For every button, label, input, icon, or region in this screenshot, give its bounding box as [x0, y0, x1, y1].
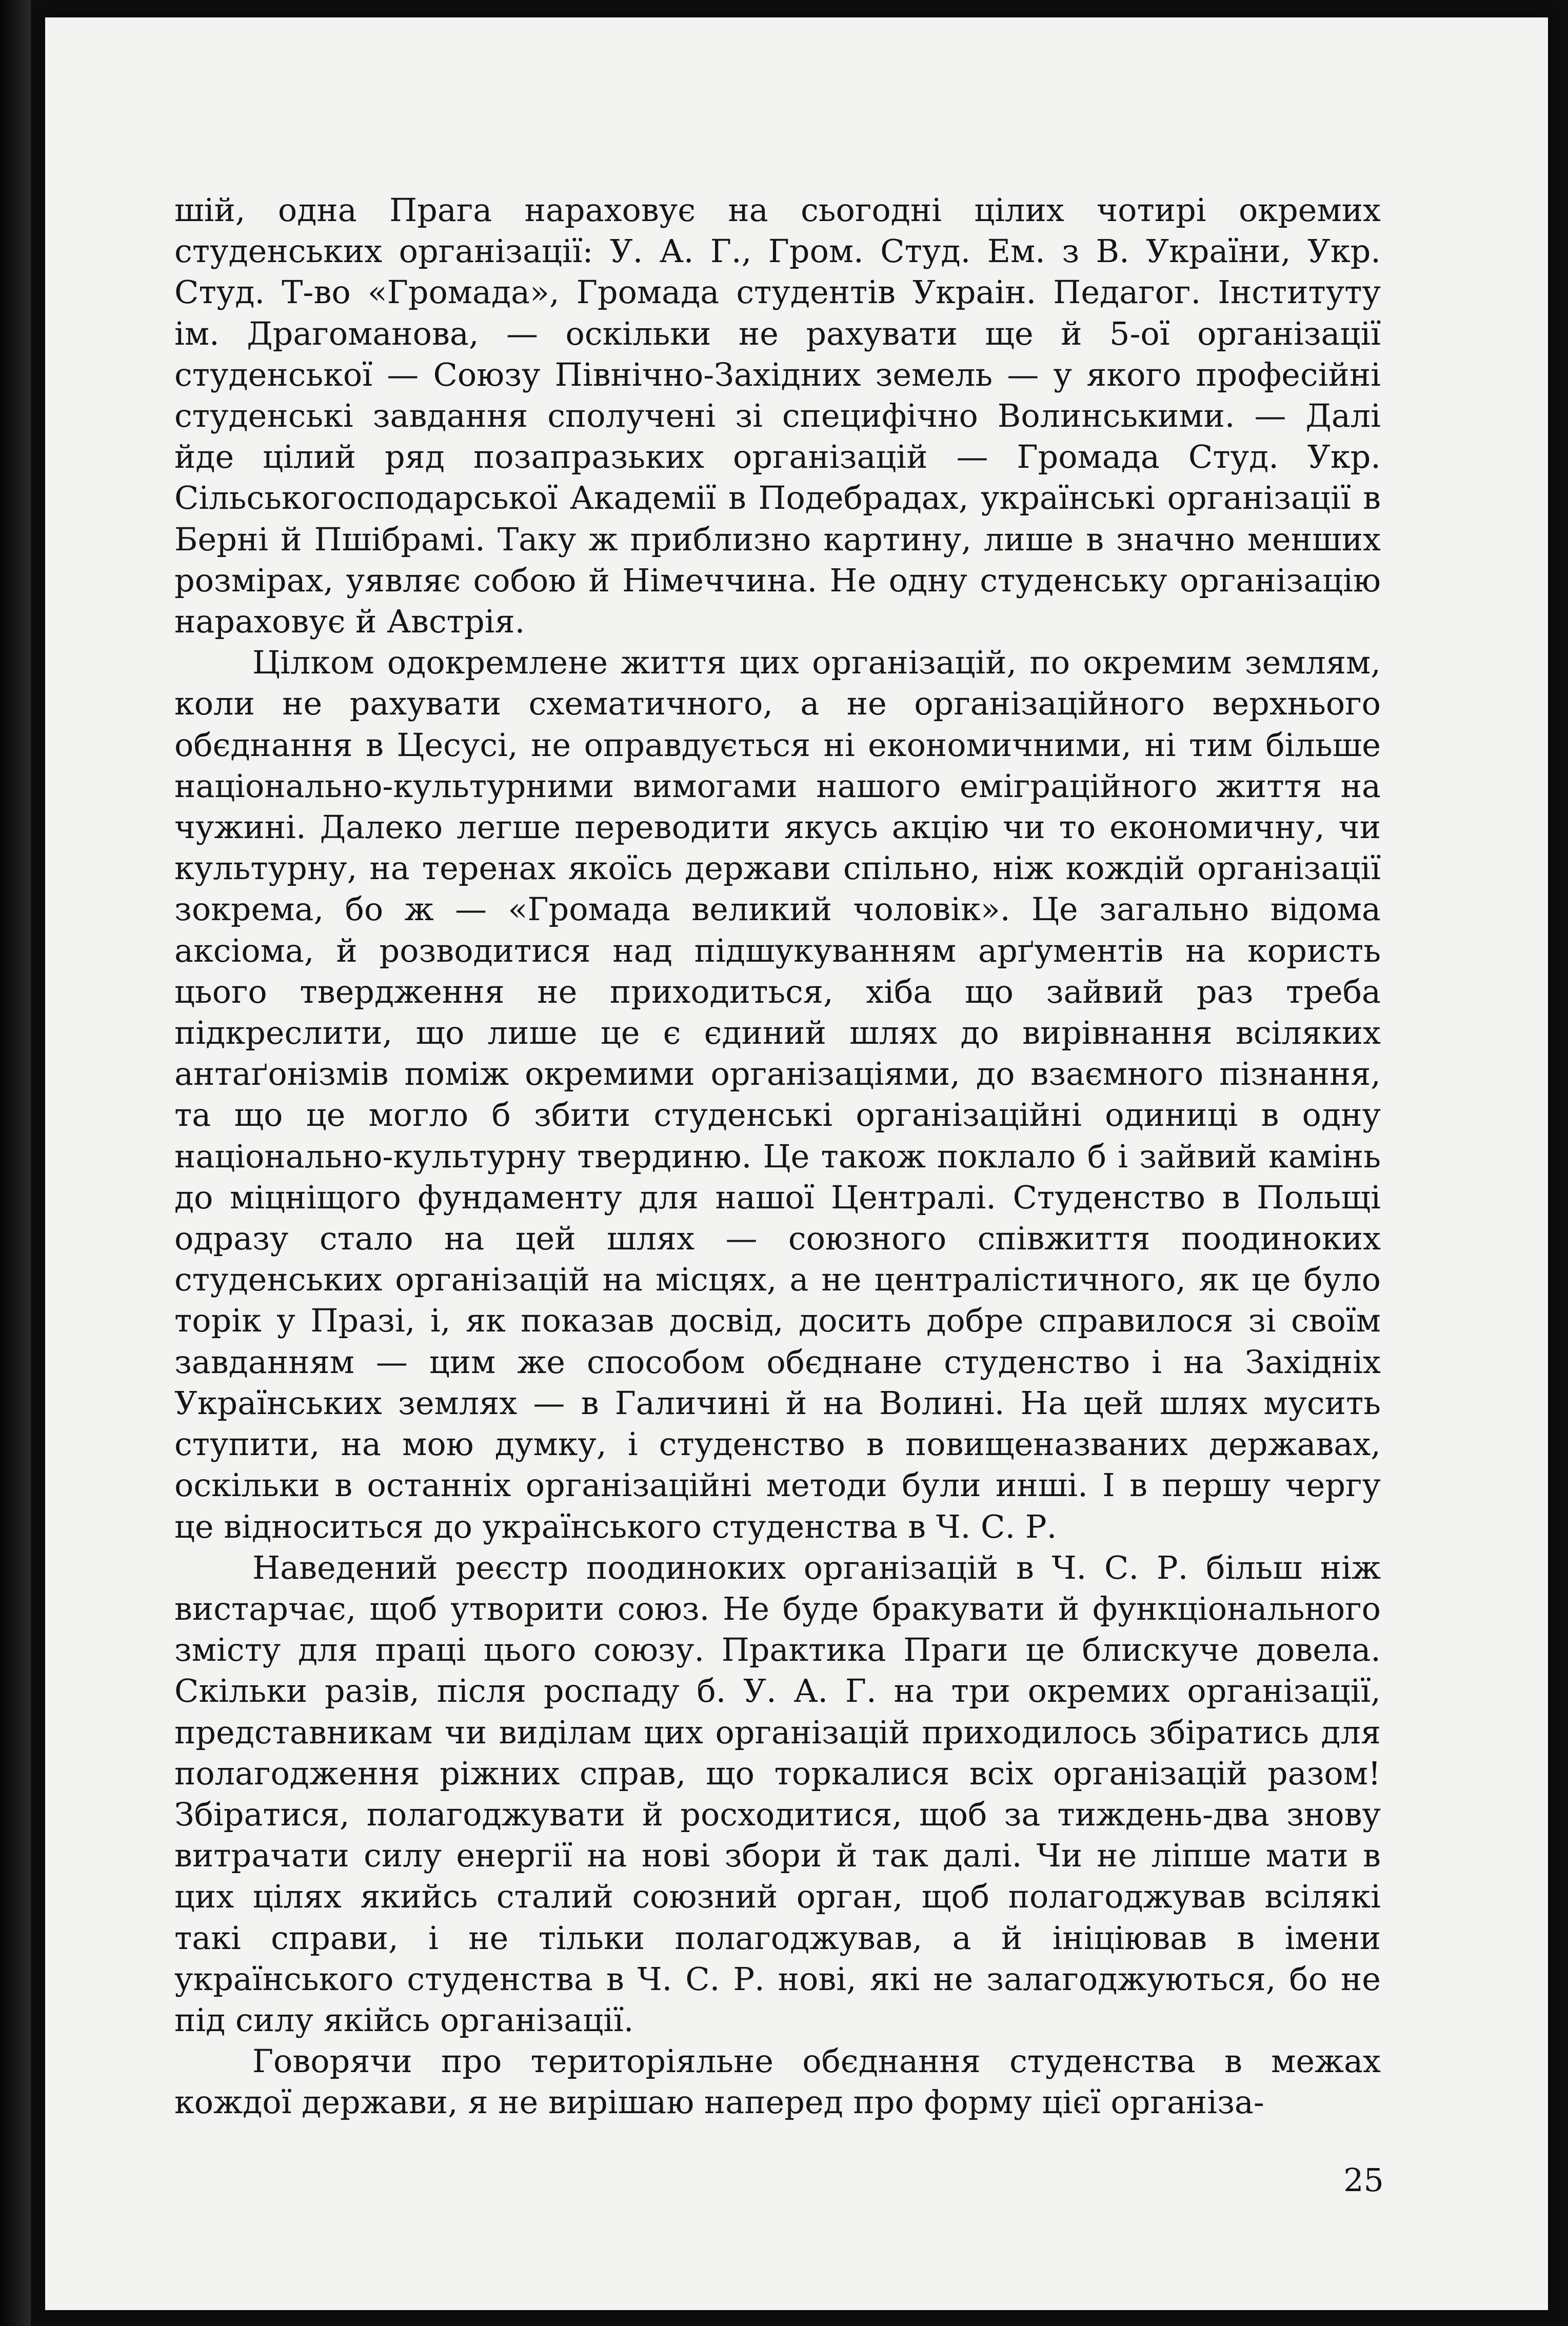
page-number: 25	[1343, 2161, 1384, 2199]
book-page	[45, 17, 1548, 2310]
paragraph-2: Цілком одокремлене життя цих організацій, по окремим землям, коли не рахувати схематичного, а не організаційного верхнього обєднання в Цесусі, не оправдується ні економичними, ні тим більше національно-культурними вимогами нашого еміграційного життя на чужині. Далеко легше переводити якусь акцію чи то економичну, чи культурну, на теренах якоїсь держави спільно, ніж кождій організації зокрема, бо ж — «Громада великий чоловік». Це загально відома аксіома, й розводитися над підшукуванням арґументів на користь цього твердження не приходиться, хіба що зайвий раз треба підкреслити, що лише це є єдиний шлях до вирівнання всіляких антаґонізмів поміж окремими організаціями, до взаємного пізнання, та що це могло б збити студенські організаційні одиниці в одну національно-культурну твердиню. Це також поклало б і зайвий камінь до міцніщого фундаменту для нашої Централі. Студенство в Польщі одразу стало на цей шлях — союзного співжиття поодиноких студенських організацій на місцях, а не централістичного, як це було торік у Празі, і, як показав досвід, досить добре справилося зі своїм завданням — цим же способом обєднане студенство і на Західніх Українських землях — в Галичині й на Волині. На цей шлях мусить ступити, на мою думку, і студенство в повищеназваних державах, оскільки в останніх організаційні методи були инші. І в першу чергу це відноситься до українського студенства в Ч. С. Р.	[174, 644, 1381, 1545]
book-binding-edge	[0, 0, 31, 2326]
paragraph-1: шій, одна Прага нараховує на сьогодні цілих чотирі окремих студенських організації: У. А. Г., Гром. Студ. Ем. з В. України, Укр. Студ. Т-во «Громада», Громада студентів Украін. Педагог. Інституту ім. Драгоманова, — оскільки не рахувати ще й 5-ої організації студенської — Союзу Північно-Західних земель — у якого професійні студенські завдання сполучені зі специфічно Волинськими. — Далі йде цілий ряд позапразьких організацій — Громада Студ. Укр. Сільськогосподарської Академії в Подебрадах, українські організації в Берні й Пшібрамі. Таку ж приблизно картину, лише в значно менших розмірах, уявляє собою й Німеччина. Не одну студенську організацію нараховує й Австрія.	[174, 191, 1381, 641]
paragraph-3: Наведений реєстр поодиноких організацій в Ч. С. Р. більш ніж вистарчає, щоб утворити союз. Не буде бракувати й функціонального змісту для праці цього союзу. Практика Праги це блискуче довела. Скільки разів, після роспаду б. У. А. Г. на три окремих організації, представникам чи виділам цих організацій приходилось збіратись для полагодження ріжних справ, що торкалися всіх організацій разом! Збіратися, полагоджувати й росходитися, щоб за тиждень-два знову витрачати силу енергії на нові збори й так далі. Чи не ліпше мати в цих цілях якийсь сталий союзний орган, щоб полагоджував всілякі такі справи, і не тільки полагоджував, а й ініціював в імени українського студенства в Ч. С. Р. нові, які не залагоджуються, бо не під силу якійсь організації.	[174, 1548, 1381, 2039]
body-text	[174, 190, 1381, 2123]
paragraph-4: Говорячи про територіяльне обєднання студенства в межах кождої держави, я не вирішаю наперед про форму цієї організа-	[174, 2042, 1381, 2121]
